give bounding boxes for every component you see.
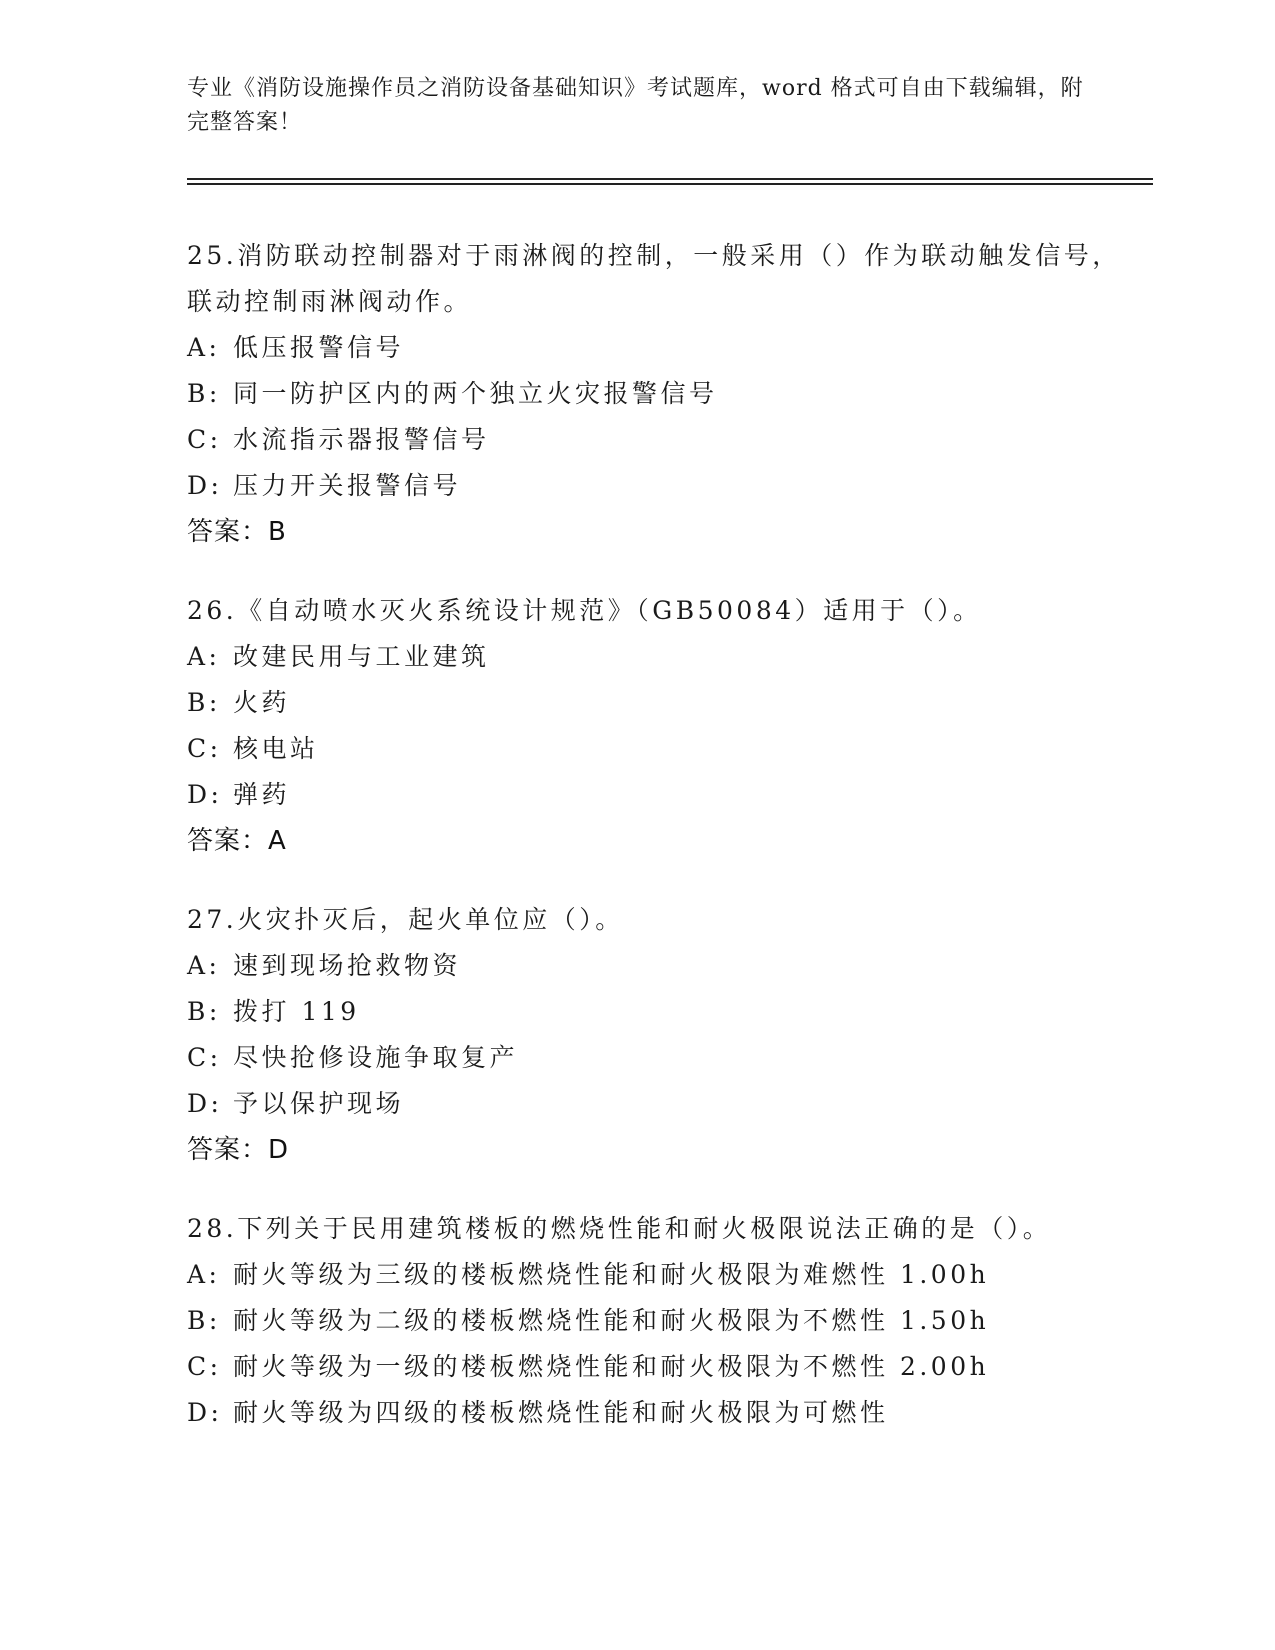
option-text: 耐火等级为四级的楼板燃烧性能和耐火极限为可燃性 (233, 1398, 889, 1427)
option-b (187, 1298, 1137, 1344)
document-header: 专业《消防设施操作员之消防设备基础知识》考试题库，word 格式可自由下载编辑，附完整答案！ (187, 76, 1084, 135)
option-c (187, 417, 1137, 463)
option-text: 速到现场抢救物资 (233, 951, 462, 980)
option-label: A: (187, 1260, 221, 1289)
option-label: D: (187, 780, 223, 809)
option-d (187, 772, 1137, 818)
option-text: 弹药 (233, 780, 291, 809)
option-text: 低压报警信号 (233, 333, 405, 362)
option-label: C: (187, 1043, 222, 1072)
header-divider-bottom (187, 183, 1153, 185)
option-text: 耐火等级为一级的楼板燃烧性能和耐火极限为不燃性 2.00h (233, 1352, 990, 1381)
option-label: A: (187, 333, 221, 362)
option-label: C: (187, 734, 222, 763)
question-26 (187, 588, 1137, 864)
option-text: 拨打 119 (233, 997, 360, 1026)
option-text: 尽快抢修设施争取复产 (233, 1043, 519, 1072)
option-d (187, 1390, 1137, 1436)
option-label: D: (187, 1089, 223, 1118)
option-a (187, 325, 1137, 371)
option-a (187, 943, 1137, 989)
option-c (187, 1344, 1137, 1390)
option-label: A: (187, 642, 221, 671)
question-stem: 28.下列关于民用建筑楼板的燃烧性能和耐火极限说法正确的是（）。 (187, 1214, 1052, 1243)
option-label: D: (187, 471, 223, 500)
option-d (187, 1081, 1137, 1127)
answer-line: 答案：B (187, 517, 287, 547)
header-divider-top (187, 178, 1153, 180)
question-27 (187, 897, 1137, 1173)
question-28 (187, 1206, 1137, 1436)
option-a (187, 634, 1137, 680)
option-c (187, 1035, 1137, 1081)
option-text: 耐火等级为二级的楼板燃烧性能和耐火极限为不燃性 1.50h (233, 1306, 990, 1335)
option-b (187, 371, 1137, 417)
answer-line: 答案：A (187, 826, 287, 856)
question-list (187, 233, 1137, 1469)
option-text: 予以保护现场 (233, 1089, 405, 1118)
option-b (187, 680, 1137, 726)
question-stem: 25.消防联动控制器对于雨淋阀的控制，一般采用（）作为联动触发信号，联动控制雨淋阀动作。 (187, 241, 1121, 316)
option-b (187, 989, 1137, 1035)
option-label: B: (187, 379, 221, 408)
option-text: 改建民用与工业建筑 (233, 642, 490, 671)
option-d (187, 463, 1137, 509)
option-text: 同一防护区内的两个独立火灾报警信号 (233, 379, 718, 408)
option-text: 火药 (233, 688, 291, 717)
option-label: B: (187, 997, 221, 1026)
question-stem: 26.《自动喷水灭火系统设计规范》（GB50084）适用于（）。 (187, 596, 982, 625)
option-a (187, 1252, 1137, 1298)
option-c (187, 726, 1137, 772)
answer-line: 答案：D (187, 1135, 290, 1165)
option-label: B: (187, 1306, 221, 1335)
option-label: B: (187, 688, 221, 717)
question-stem: 27.火灾扑灭后，起火单位应（）。 (187, 905, 624, 934)
option-label: C: (187, 1352, 222, 1381)
option-text: 水流指示器报警信号 (233, 425, 490, 454)
option-text: 核电站 (233, 734, 319, 763)
option-label: A: (187, 951, 221, 980)
option-label: C: (187, 425, 222, 454)
option-text: 耐火等级为三级的楼板燃烧性能和耐火极限为难燃性 1.00h (233, 1260, 990, 1289)
option-label: D: (187, 1398, 223, 1427)
question-25 (187, 233, 1137, 555)
option-text: 压力开关报警信号 (233, 471, 462, 500)
